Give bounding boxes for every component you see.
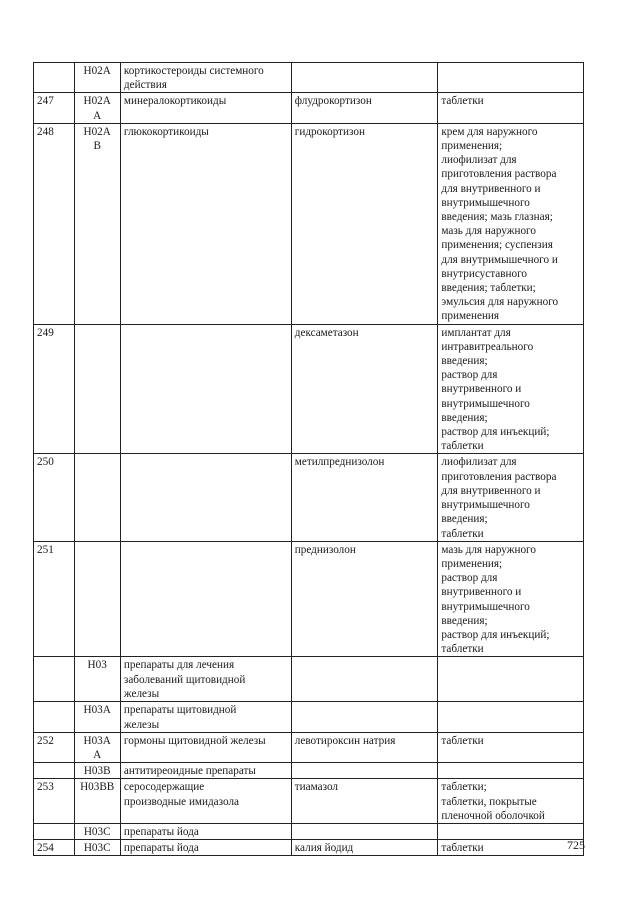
drug-name-text: гидрокортизон xyxy=(294,125,365,138)
table-row xyxy=(34,732,584,762)
row-number-cell xyxy=(34,657,75,702)
row-number-cell xyxy=(34,702,75,732)
anatomical-group-cell xyxy=(120,93,291,123)
atc-code-cell xyxy=(75,779,120,824)
atc-code-cell xyxy=(75,763,120,779)
table-row xyxy=(34,123,584,324)
drug-name-cell xyxy=(291,779,438,824)
dosage-form-text: таблетки; таблетки, покрытые пленочной оболочкой xyxy=(441,781,545,822)
row-number-text: 253 xyxy=(37,781,54,794)
anatomical-group-cell xyxy=(120,779,291,824)
drug-name-cell xyxy=(291,823,438,839)
atc-code-text: H03B xyxy=(83,765,111,778)
atc-code-cell xyxy=(75,823,120,839)
drug-name-text: тиамазол xyxy=(294,781,338,794)
row-number-text: 247 xyxy=(37,95,54,108)
drug-name-cell xyxy=(291,732,438,762)
table-row xyxy=(34,763,584,779)
dosage-form-cell xyxy=(438,123,584,324)
anatomical-group-text: кортикостероиды системного действия xyxy=(123,65,264,92)
row-number-cell xyxy=(34,123,75,324)
dosage-form-cell xyxy=(438,732,584,762)
atc-code-cell xyxy=(75,123,120,324)
row-number-text: 249 xyxy=(37,326,54,339)
drug-name-text: калия йодид xyxy=(294,842,354,855)
anatomical-group-text: препараты для лечения заболеваний щитовидной железы xyxy=(123,659,246,700)
dosage-form-cell xyxy=(438,63,584,93)
atc-code-cell xyxy=(75,657,120,702)
anatomical-group-cell xyxy=(120,823,291,839)
anatomical-group-text: минералокортикоиды xyxy=(123,95,227,108)
table-row xyxy=(34,779,584,824)
row-number-cell xyxy=(34,63,75,93)
table-row xyxy=(34,93,584,123)
table-row xyxy=(34,702,584,732)
dosage-form-text: таблетки xyxy=(441,842,484,855)
anatomical-group-cell xyxy=(120,763,291,779)
atc-code-text: H03BB xyxy=(80,781,115,794)
atc-code-cell xyxy=(75,840,120,856)
anatomical-group-cell xyxy=(120,123,291,324)
atc-code-cell xyxy=(75,324,120,454)
table-body xyxy=(34,63,584,856)
anatomical-group-cell xyxy=(120,732,291,762)
atc-code-cell xyxy=(75,541,120,657)
drug-table xyxy=(33,62,584,856)
anatomical-group-text: препараты щитовидной железы xyxy=(123,704,237,731)
drug-name-cell xyxy=(291,702,438,732)
dosage-form-cell xyxy=(438,657,584,702)
row-number-cell xyxy=(34,779,75,824)
row-number-text: 254 xyxy=(37,842,54,855)
anatomical-group-cell xyxy=(120,541,291,657)
drug-name-cell xyxy=(291,763,438,779)
atc-code-text: H03A xyxy=(83,704,111,717)
table-row xyxy=(34,823,584,839)
anatomical-group-text: серосодержащие производные имидазола xyxy=(123,781,239,808)
anatomical-group-text: препараты йода xyxy=(123,842,199,855)
row-number-cell xyxy=(34,454,75,541)
atc-code-cell xyxy=(75,63,120,93)
dosage-form-cell xyxy=(438,840,584,856)
atc-code-text: H03 xyxy=(87,659,107,672)
drug-name-text: дексаметазон xyxy=(294,326,359,339)
atc-code-text: H03C xyxy=(83,842,111,855)
anatomical-group-cell xyxy=(120,324,291,454)
atc-code-text: H02A xyxy=(83,65,111,77)
page-number: 725 xyxy=(567,838,585,852)
row-number-text: 248 xyxy=(37,125,54,138)
table-row xyxy=(34,541,584,657)
anatomical-group-text: глюкокортикоиды xyxy=(123,125,209,138)
dosage-form-cell xyxy=(438,324,584,454)
drug-name-cell xyxy=(291,63,438,93)
atc-code-cell xyxy=(75,93,120,123)
dosage-form-cell xyxy=(438,93,584,123)
anatomical-group-text: препараты йода xyxy=(123,825,199,838)
atc-code-text: H02A B xyxy=(83,125,111,153)
row-number-cell xyxy=(34,763,75,779)
anatomical-group-cell xyxy=(120,702,291,732)
atc-code-text: H02A A xyxy=(83,95,111,122)
row-number-cell xyxy=(34,93,75,123)
atc-code-text: H03C xyxy=(83,825,111,838)
drug-name-text: метилпреднизолон xyxy=(294,456,385,469)
drug-name-cell xyxy=(291,840,438,856)
row-number-text: 252 xyxy=(37,734,54,747)
table-row xyxy=(34,840,584,856)
table-row xyxy=(34,324,584,454)
row-number-cell xyxy=(34,541,75,657)
row-number-text: 250 xyxy=(37,456,54,469)
drug-name-cell xyxy=(291,93,438,123)
drug-name-cell xyxy=(291,324,438,454)
drug-name-text: флудрокортизон xyxy=(294,95,372,108)
dosage-form-text: мазь для наружного применения; раствор для внутривенного и внутримышечного введения; раствор для инъекций; таблетки xyxy=(441,543,550,656)
dosage-form-text: крем для наружного применения; лиофилизат для приготовления раствора для внутривенного и внутримышечного введения; мазь глазная; мазь для наружного применения; суспензия для внутримышечного и внутрисуставного введения; таблетки; эмульсия для наружного применения xyxy=(441,125,559,323)
anatomical-group-text: антитиреоидные препараты xyxy=(123,765,256,778)
table-row xyxy=(34,63,584,93)
dosage-form-text: таблетки xyxy=(441,95,484,108)
dosage-form-cell xyxy=(438,541,584,657)
table-row xyxy=(34,454,584,541)
row-number-text: 251 xyxy=(37,543,54,556)
row-number-cell xyxy=(34,324,75,454)
drug-name-cell xyxy=(291,541,438,657)
anatomical-group-cell xyxy=(120,454,291,541)
dosage-form-text: лиофилизат для приготовления раствора для внутривенного и внутримышечного введения; таблетки xyxy=(441,456,557,540)
row-number-cell xyxy=(34,823,75,839)
dosage-form-text: имплантат для интравитреального введения; раствор для внутривенного и внутримышечного введения; раствор для инъекций; таблетки xyxy=(441,326,550,453)
atc-code-cell xyxy=(75,454,120,541)
drug-name-cell xyxy=(291,454,438,541)
dosage-form-cell xyxy=(438,454,584,541)
dosage-form-cell xyxy=(438,763,584,779)
drug-name-cell xyxy=(291,123,438,324)
table-row xyxy=(34,657,584,702)
atc-code-cell xyxy=(75,702,120,732)
anatomical-group-text: гормоны щитовидной железы xyxy=(123,734,266,747)
drug-name-cell xyxy=(291,657,438,702)
anatomical-group-cell xyxy=(120,63,291,93)
atc-code-text: H03A A xyxy=(83,734,111,761)
drug-name-text: левотироксин натрия xyxy=(294,734,396,747)
row-number-cell xyxy=(34,732,75,762)
dosage-form-cell xyxy=(438,823,584,839)
atc-code-cell xyxy=(75,732,120,762)
dosage-form-cell xyxy=(438,779,584,824)
anatomical-group-cell xyxy=(120,657,291,702)
dosage-form-cell xyxy=(438,702,584,732)
row-number-cell xyxy=(34,840,75,856)
anatomical-group-cell xyxy=(120,840,291,856)
drug-name-text: преднизолон xyxy=(294,543,356,556)
dosage-form-text: таблетки xyxy=(441,734,484,747)
